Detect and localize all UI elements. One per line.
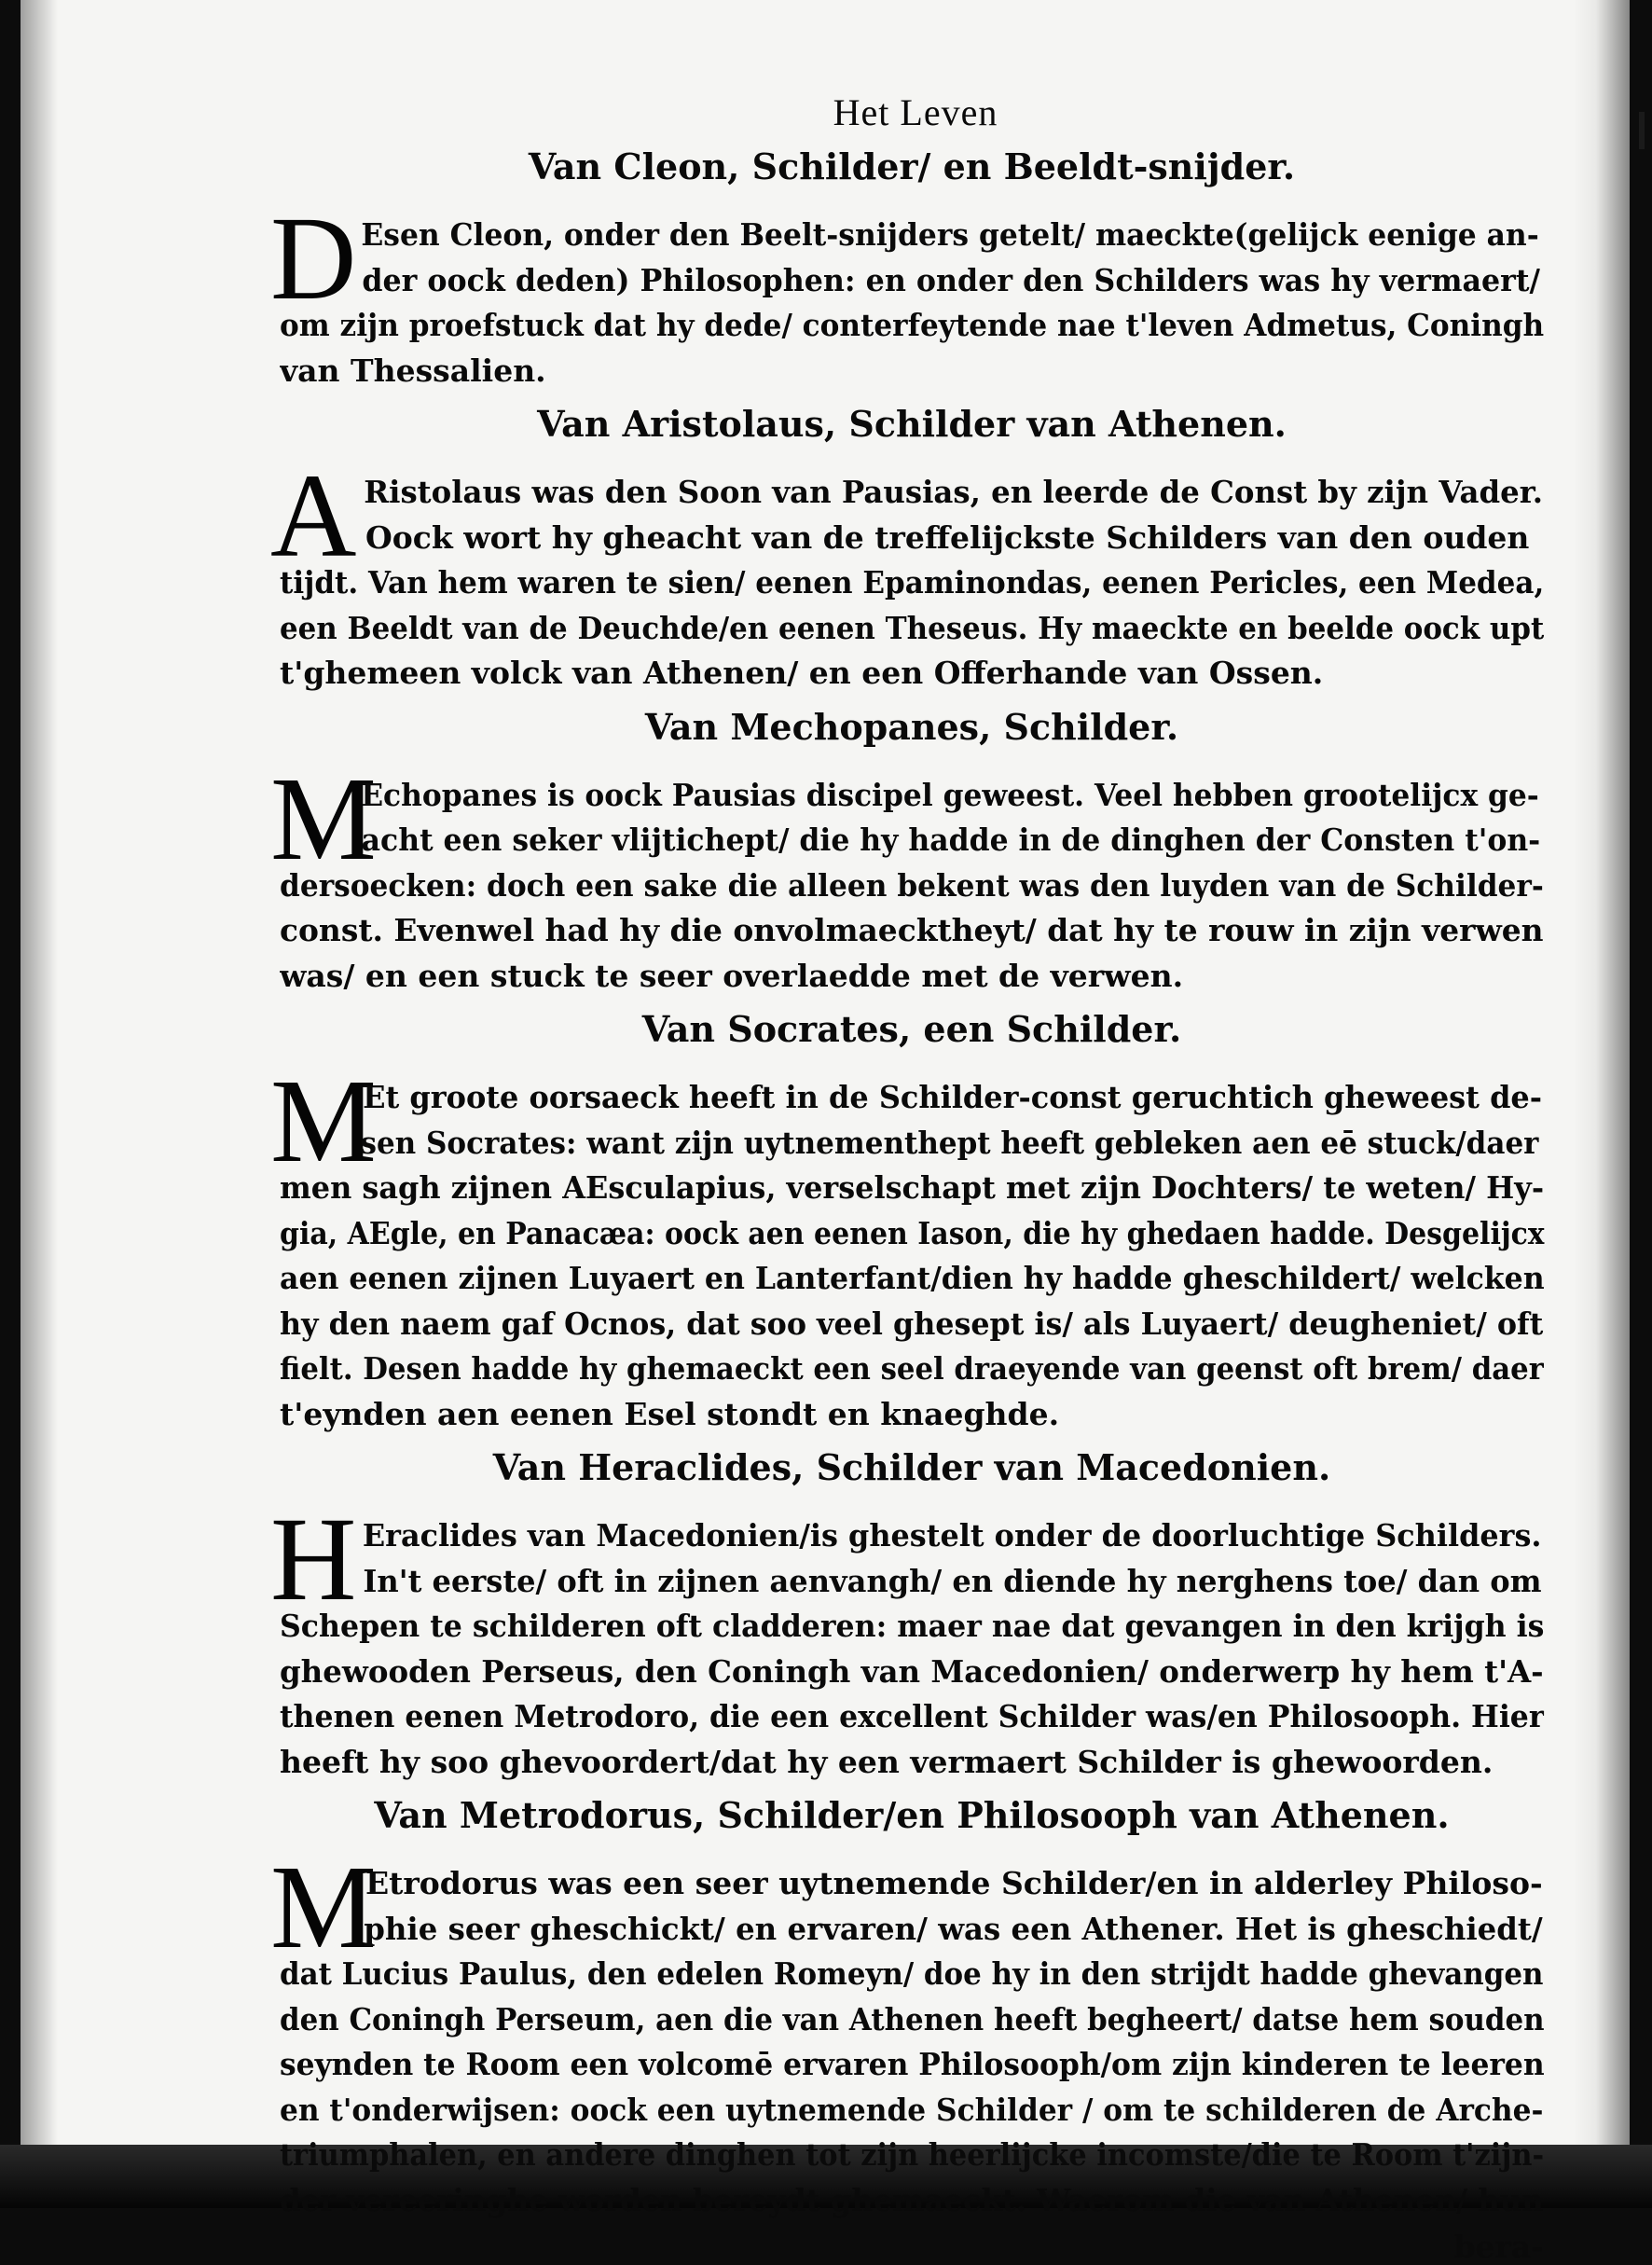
text-line: t'ghemeen volck van Athenen/ en een Offerhande van Ossen.: [280, 655, 1324, 691]
text-line: was/ en een stuck te seer overlaedde met de verwen.: [280, 957, 1184, 994]
section-heading: Van Cleon, Schilder/ en Beeldt-snijder.: [528, 145, 1296, 187]
text-line: heeft hy soo ghevoordert/dat hy een vermaert Schilder is ghewoorden.: [280, 1743, 1494, 1780]
text-line: dat Lucius Paulus, den edelen Romeyn/ doe hy in den strijdt hadde ghevangen: [280, 1955, 1544, 1992]
section-heading: Van Heraclides, Schilder van Macedonien.: [492, 1446, 1331, 1488]
catchword: bera-: [1453, 2229, 1544, 2265]
text-line: acht een seker vlijtichept/ die hy hadde in de dinghen der Consten t'on-: [361, 822, 1541, 858]
text-line: Etrodorus was een seer uytnemende Schilder/en in alderley Philoso-: [365, 1865, 1543, 1901]
sections-container: [270, 140, 1545, 2227]
text-line: tijdt. Van hem waren te sien/ eenen Epaminondas, eenen Pericles, een Medea,: [280, 564, 1545, 601]
text-line: der oock deden) Philosophen: en onder den Schilders was hy vermaert/: [362, 261, 1541, 298]
text-line: aen eenen zijnen Luyaert en Lanterfant/dien hy hadde gheschildert/ welcken: [280, 1260, 1545, 1296]
heading-gap: [280, 1843, 1544, 1861]
heading-gap: [280, 451, 1544, 470]
text-line: Oock wort hy gheacht van de treffelijckste Schilders van den ouden: [365, 518, 1530, 556]
heading-gap: [280, 1495, 1544, 1513]
section-paragraph: [270, 1841, 1545, 2223]
text-line: thenen eenen Metrodoro, die een excellent Schilder was/en Philosooph. Hier: [280, 1698, 1545, 1734]
drop-capital: D: [270, 192, 357, 325]
text-line: Eraclides van Macedonien/is ghestelt onder de doorluchtige Schilders.: [362, 1517, 1542, 1554]
text-line: In't eerste/ oft in zijnen aenvangh/ en diende hy nerghens toe/ dan om: [363, 1562, 1542, 1599]
section-heading: Van Socrates, een Schilder.: [641, 1008, 1182, 1050]
text-line: men sagh zijnen AEsculapius, verselschapt met zijn Dochters/ te weten/ Hy-: [280, 1169, 1545, 1206]
text-line: fielt. Desen hadde hy ghemaeckt een seel draeyende van geenst oft brem/ daer: [280, 1350, 1544, 1387]
text-line: gia, AEgle, en Panacæa: oock aen eenen Iason, die hy ghedaen hadde. Desgelijcx: [280, 1214, 1545, 1251]
text-line: Schepen te schilderen oft cladderen: maer nae dat gevangen in den krijgh is: [280, 1608, 1545, 1644]
text-block: [270, 86, 1545, 2265]
heading-gap: [280, 754, 1544, 773]
text-line: phie seer gheschickt/ en ervaren/ was een Athener. Het is gheschiedt/: [364, 1910, 1543, 1947]
text-line: een Beeldt van de Deuchde/en eenen Theseus. Hy maeckte en beelde oock upt: [280, 609, 1545, 646]
text-line: seynden te Room een volcomē ervaren Philosooph/om zijn kinderen te leeren: [280, 2046, 1545, 2082]
section-paragraph: [270, 1493, 1545, 1785]
text-line: om zijn proefstuck dat hy dede/ conterfeytende nae t'leven Admetus, Coningh: [280, 307, 1545, 343]
text-line: dersoecken: doch een sake die alleen bekent was den luyden van de Schilder-: [280, 866, 1544, 904]
text-line: triumphalen, en andere dinghen tot zijn heerlijcke incomste/die te Room t'zijn-: [280, 2136, 1545, 2173]
heading-gap: [280, 1057, 1544, 1075]
drop-capital: A: [270, 449, 357, 582]
running-head: Het Leven: [833, 91, 998, 133]
text-line: hy den naem gaf Ocnos, dat soo veel ghesept is/ als Luyaert/ deugheniet/ oft: [280, 1305, 1544, 1342]
drop-capital: H: [270, 1493, 357, 1625]
section-heading: Van Metrodorus, Schilder/en Philosooph van Athenen.: [374, 1794, 1450, 1836]
drop-capital: M: [270, 1841, 377, 1973]
page-edge-shadow: [1574, 0, 1630, 2173]
drop-capital: M: [270, 752, 377, 885]
text-line: den Coningh Perseum, aen die van Athenen heeft begheert/ datse hem souden: [280, 2000, 1545, 2037]
section-gap: [280, 2223, 1544, 2227]
section-paragraph: [270, 192, 1545, 394]
text-line: t'eynden aen eenen Esel stondt en knaeghde.: [280, 1395, 1060, 1432]
heading-gap: [280, 194, 1544, 213]
section-heading: Van Mechopanes, Schilder.: [644, 705, 1179, 748]
drop-capital: M: [270, 1055, 377, 1187]
text-line: const. Evenwel had hy die onvolmaecktheyt/ dat hy te rouw in zijn verwen: [280, 912, 1544, 948]
text-line: en t'onderwijsen: oock een uytnemende Schilder / om te schilderen de Arche-: [280, 2091, 1544, 2128]
text-line: Echopanes is oock Pausias discipel geweest. Veel hebben grootelijcx ge-: [361, 776, 1539, 813]
section-paragraph: [270, 752, 1544, 1000]
section-paragraph: [270, 449, 1545, 697]
text-line: Esen Cleon, onder den Beelt-snijders getelt/ maeckte(gelijck eenige an-: [361, 216, 1539, 253]
text-line: der vereeringhe worden bereydt ghemaeckt. Waerom die van Athenen/ hun: [280, 2181, 1544, 2218]
text-line: Et groote oorsaeck heeft in de Schilder-const geruchtich gheweest de-: [363, 1079, 1543, 1115]
text-line: Ristolaus was den Soon van Pausias, en leerde de Const by zijn Vader.: [364, 474, 1544, 510]
text-line: van Thessalien.: [280, 352, 546, 389]
section-heading: Van Aristolaus, Schilder van Athenen.: [537, 403, 1287, 445]
section-paragraph: [270, 1055, 1545, 1437]
page-gutter-shadow: [21, 0, 58, 2173]
page-edge-mark: [1639, 112, 1645, 149]
text-line: ghewooden Perseus, den Coningh van Macedonien/ onderwerp hy hem t'A-: [280, 1652, 1544, 1690]
text-line: sen Socrates: want zijn uytnementhept heeft gebleken aen eē stuck/daer: [360, 1124, 1539, 1161]
